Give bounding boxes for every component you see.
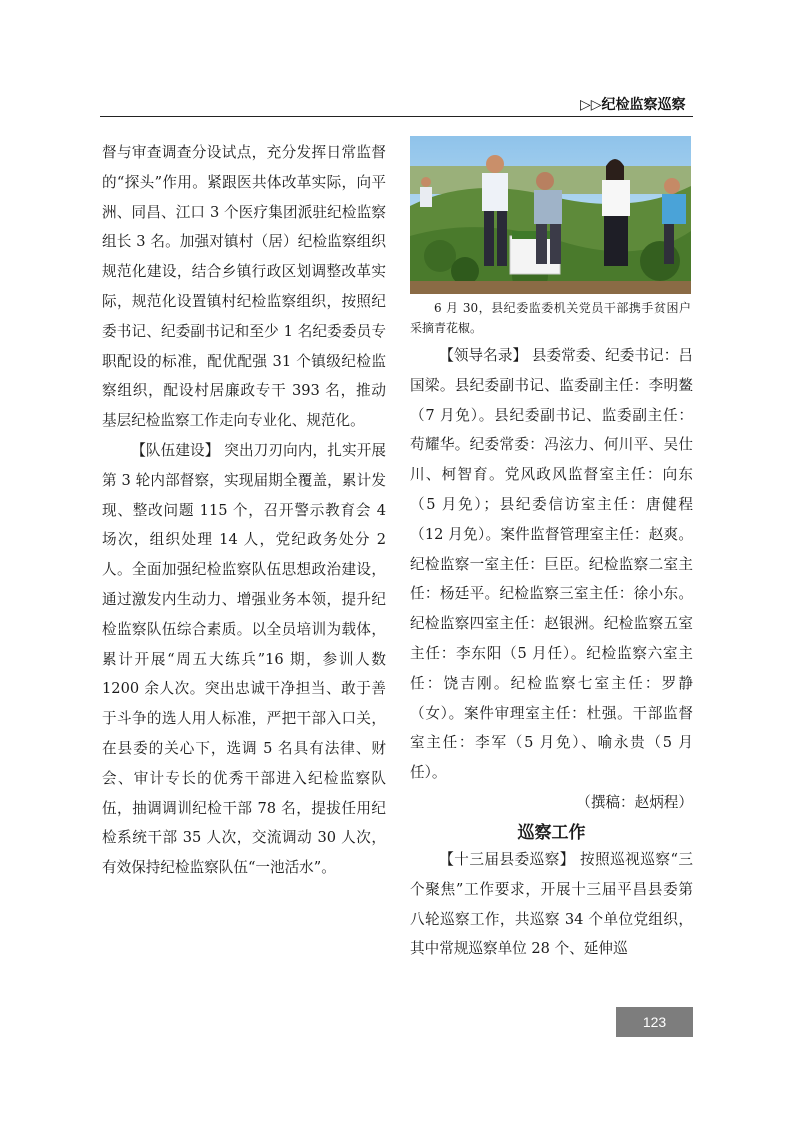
paragraph-team-building: 【队伍建设】 突出刀刃向内，扎实开展第 3 轮内部督察，实现届期全覆盖，累计发现、整改问题 115 个，召开警示教育会 4 场次，组织处理 14 人，党纪政务处分 2 人。全面加强纪检监察队伍思想政治建设，通过激发内生动力、增强业务本领，提升纪检监察队伍综合素质。以全员培训为载体，累计开展“周五大练兵”16 期，参训人数 1200 余人次。突出忠诚干净担当、敢于善于斗争的选人用人标准，严把干部入口关，在县委的关心下，选调 5 名具有法律、财会、审计专长的优秀干部进入纪检监察队伍，抽调调训纪检干部 78 名，提拔任用纪检系统干部 35 人次，交流调动 30 人次，有效保持纪检监察队伍“一池活水”。 (102, 441, 386, 877)
photo-caption: 6 月 30，县纪委监委机关党员干部携手贫困户采摘青花椒。 (410, 301, 691, 335)
right-column-inspection (410, 845, 693, 964)
author-credit: （撰稿：赵炳程） (576, 793, 693, 811)
paragraph-supervision: 督与审查调查分设试点，充分发挥日常监督的“探头”作用。紧跟医共体改革实际，向平洲、同昌、江口 3 个医疗集团派驻纪检监察组长 3 名。加强对镇村（居）纪检监察组织规范化建设，结合乡镇行政区划调整改革实际，规范化设置镇村纪检监察组织，按照纪委书记、纪委副书记和至少 1 名纪委委员专职配设的标准，配优配强 31 个镇级纪检监察组织，配设村居廉政专干 393 名，推动基层纪检监察工作走向专业化、规范化。 (102, 144, 386, 430)
running-header: ▷▷纪检监察巡察 (580, 97, 686, 113)
right-column (410, 341, 693, 818)
paragraph-inspection: 【十三届县委巡察】 按照巡视巡察“三个聚焦”工作要求，开展十三届平昌县委第八轮巡察工作，共巡察 34 个单位党组织，其中常规巡察单位 28 个、延伸巡 (410, 851, 693, 958)
left-column (102, 138, 386, 883)
header-rule (100, 116, 693, 117)
paragraph-leaders: 【领导名录】 县委常委、纪委书记：吕国梁。县纪委副书记、监委副主任：李明鳌（7 月免）。县纪委副书记、监委副主任：苟耀华。纪委常委：冯泫力、何川平、吴仕川、柯智育。党风政风监督室主任：向东（5 月免）；县纪委信访室主任：唐健程（12 月免）。案件监督管理室主任：赵爽。纪检监察一室主任：巨臣。纪检监察二室主任：杨廷平。纪检监察三室主任：徐小东。纪检监察四室主任：赵银洲。纪检监察五室主任：李东阳（5 月任）。纪检监察六室主任：饶吉刚。纪检监察七室主任：罗静（女）。案件审理室主任：杜强。干部监督室主任：李军（5 月免）、喻永贵（5 月任）。 (410, 347, 693, 782)
page-number: 123 (616, 1007, 693, 1037)
section-title-inspection: 巡察工作 (517, 823, 586, 843)
photo-pepper-picking (410, 136, 691, 294)
